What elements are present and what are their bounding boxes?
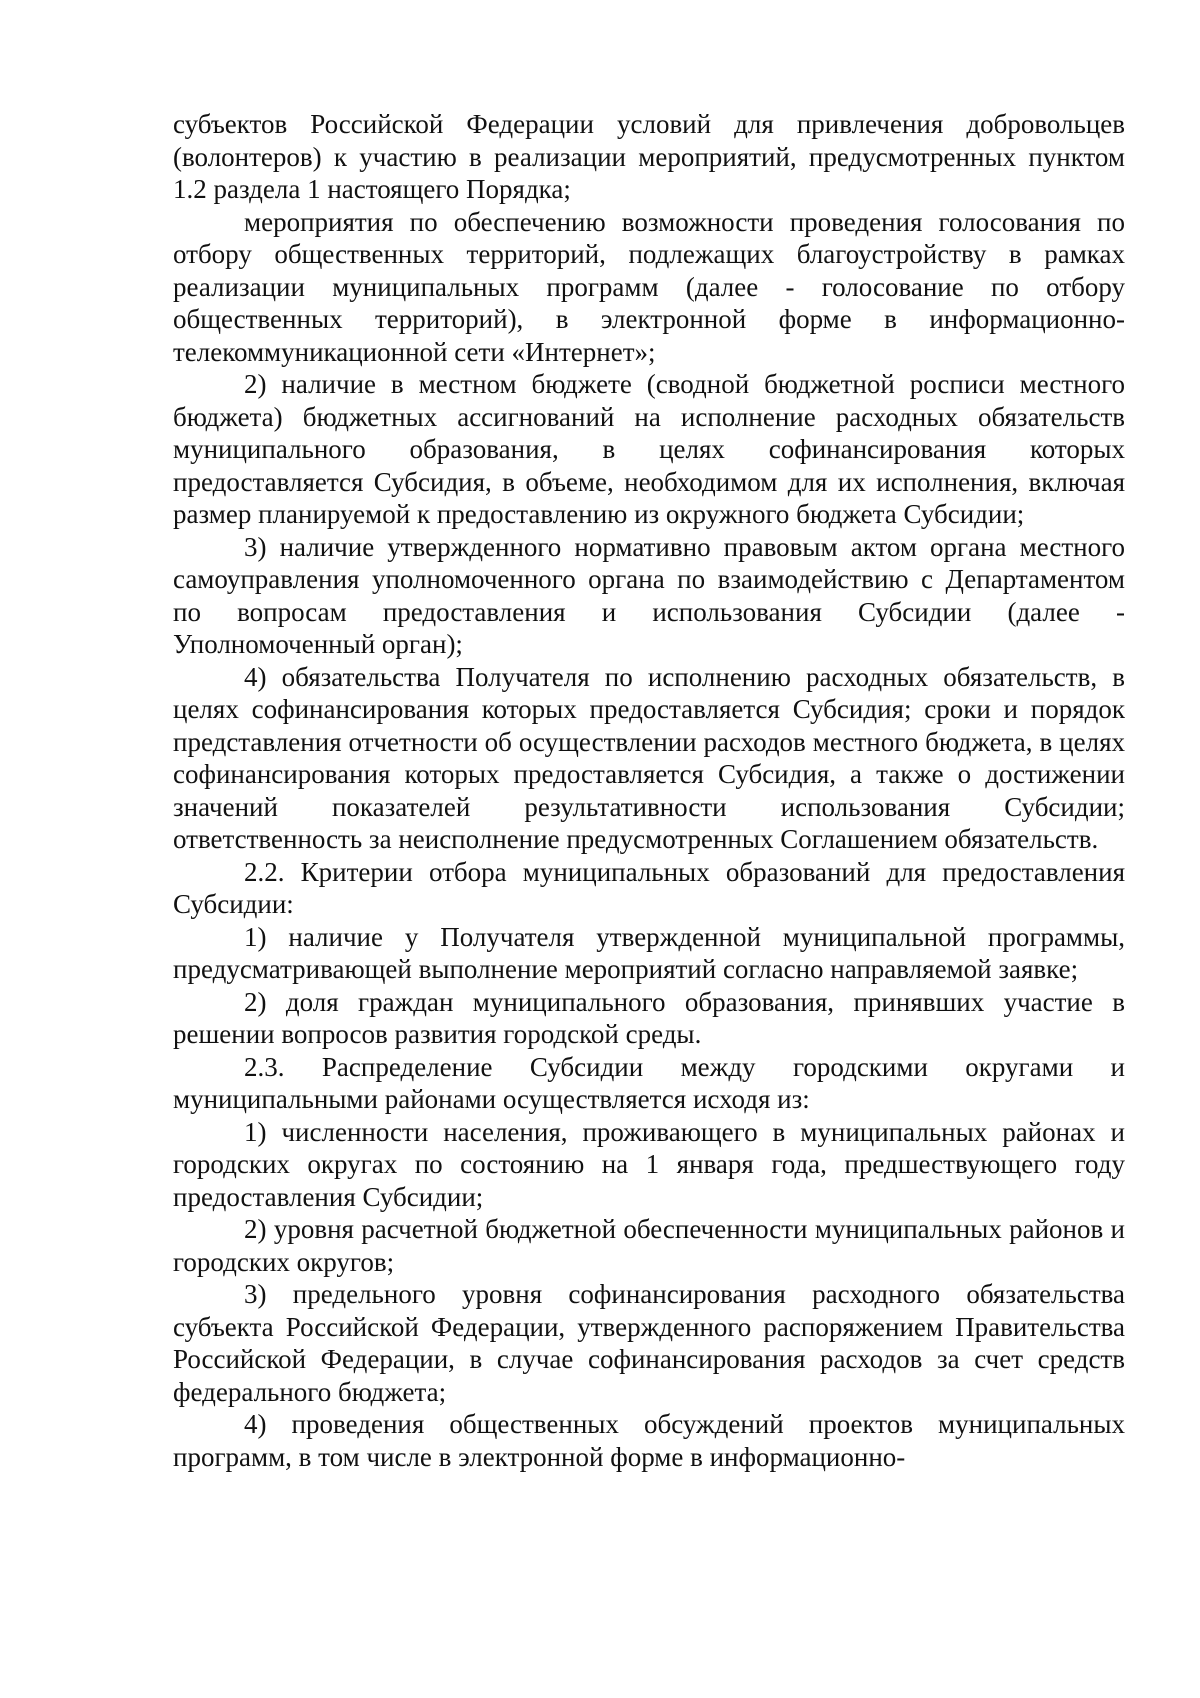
paragraph-continuation: субъектов Российской Федерации условий для привлечения добровольцев (волонтеров) к участию в реализации мероприятий, предусмотренных пунктом 1.2 раздела 1 настоящего Порядка; — [173, 109, 1125, 204]
paragraph-voting-measures: мероприятия по обеспечению возможности проведения голосования по отбору общественных территорий, подлежащих благоустройству в рамках реализации муниципальных программ (далее - голосование по отбору общественных территорий), в электронной форме в информационно-телекоммуникационной сети «Интернет»; — [173, 206, 1125, 367]
paragraph-distribution-4: 4) проведения общественных обсуждений проектов муниципальных программ, в том числе в электронной форме в информационно- — [173, 1409, 1125, 1472]
paragraph-item-3-authorized-body: 3) наличие утвержденного нормативно правовым актом органа местного самоуправления уполномоченного органа по взаимодействию с Департаментом по вопросам предоставления и использования Субсидии (далее - Уполномоченный орган); — [173, 531, 1125, 659]
paragraph-item-4-obligations: 4) обязательства Получателя по исполнению расходных обязательств, в целях софинансирования которых предоставляется Субсидия; сроки и порядок представления отчетности об осуществлении расходов местного бюджета, в целях софинансирования которых предоставляется Субсидия, а также о достижении значений показателей результативности использования Субсидии; ответственность за неисполнение предусмотренных Соглашением обязательств. — [173, 661, 1125, 854]
document-page — [173, 108, 1125, 1473]
paragraph-distribution-3: 3) предельного уровня софинансирования расходного обязательства субъекта Российской Федерации, утвержденного распоряжением Правительства Российской Федерации, в случае софинансирования расходов за счет средств федерального бюджета; — [173, 1279, 1125, 1407]
paragraph-distribution-1: 1) численности населения, проживающего в муниципальных районах и городских округах по состоянию на 1 января года, предшествующего году предоставления Субсидии; — [173, 1116, 1125, 1212]
paragraph-criteria-1: 1) наличие у Получателя утвержденной муниципальной программы, предусматривающей выполнение мероприятий согласно направляемой заявке; — [173, 921, 1125, 984]
paragraph-criteria-2: 2) доля граждан муниципального образования, принявших участие в решении вопросов развития городской среды. — [173, 986, 1125, 1049]
paragraph-distribution-2: 2) уровня расчетной бюджетной обеспеченности муниципальных районов и городских округов; — [173, 1214, 1125, 1277]
paragraph-2-3-distribution: 2.3. Распределение Субсидии между городскими округами и муниципальными районами осуществляется исходя из: — [173, 1051, 1125, 1114]
paragraph-2-2-criteria: 2.2. Критерии отбора муниципальных образований для предоставления Субсидии: — [173, 856, 1125, 919]
paragraph-item-2-budget: 2) наличие в местном бюджете (сводной бюджетной росписи местного бюджета) бюджетных ассигнований на исполнение расходных обязательств муниципального образования, в целях софинансирования которых предоставляется Субсидия, в объеме, необходимом для их исполнения, включая размер планируемой к предоставлению из окружного бюджета Субсидии; — [173, 369, 1125, 529]
